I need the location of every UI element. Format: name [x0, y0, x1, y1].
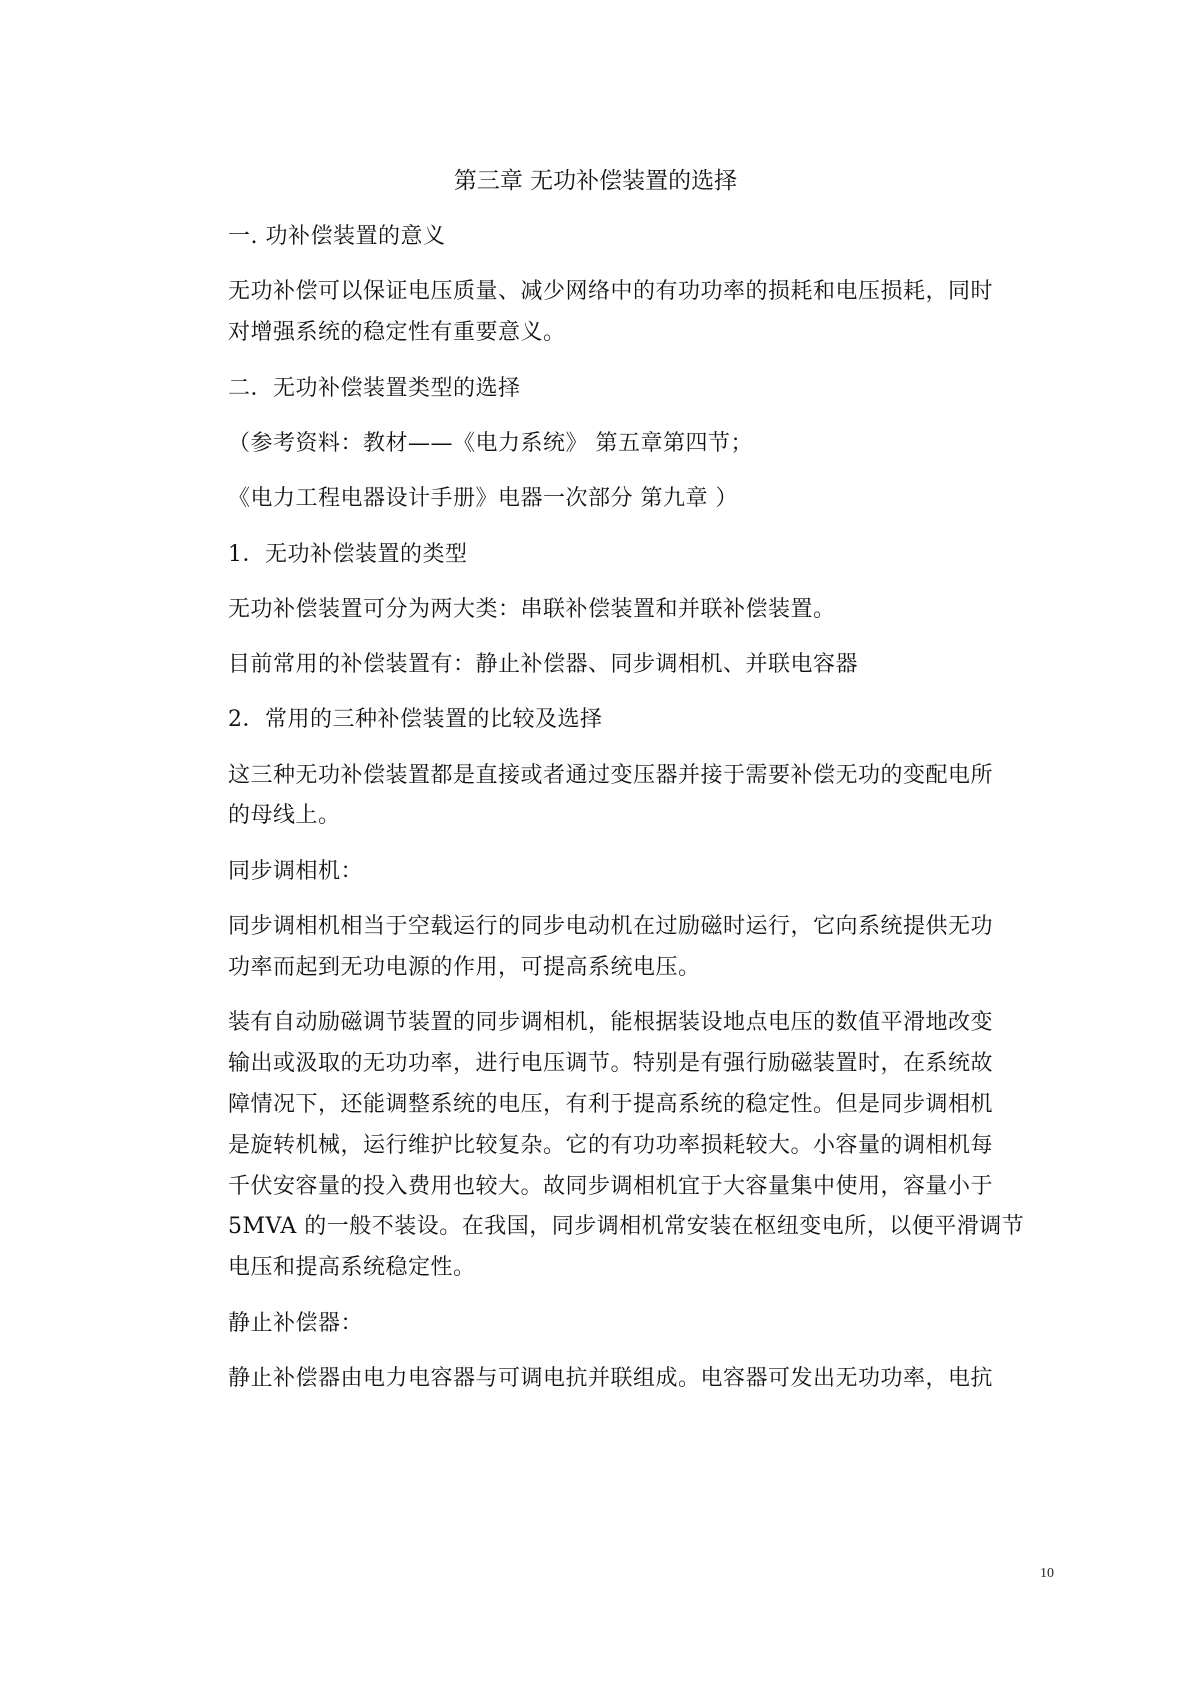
- subsection-heading-types: 1．无功补偿装置的类型: [228, 542, 468, 567]
- paragraph-line: 对增强系统的稳定性有重要意义。: [228, 320, 566, 345]
- paragraph-line: 电压和提高系统稳定性。: [228, 1255, 476, 1280]
- paragraph-line: 同步调相机相当于空载运行的同步电动机在过励磁时运行，它向系统提供无功: [228, 914, 994, 939]
- paragraph-line: 装有自动励磁调节装置的同步调相机，能根据装设地点电压的数值平滑地改变: [228, 1010, 994, 1035]
- reference-line: 《电力工程电器设计手册》电器一次部分 第九章 ）: [228, 486, 738, 511]
- section-heading-meaning: 一. 功补偿装置的意义: [228, 224, 446, 249]
- paragraph-line: 无功补偿装置可分为两大类：串联补偿装置和并联补偿装置。: [228, 597, 836, 622]
- paragraph-line: 无功补偿可以保证电压质量、减少网络中的有功功率的损耗和电压损耗，同时: [228, 279, 994, 304]
- paragraph-line: 静止补偿器由电力电容器与可调电抗并联组成。电容器可发出无功功率，电抗: [228, 1366, 994, 1391]
- paragraph-line: 这三种无功补偿装置都是直接或者通过变压器并接于需要补偿无功的变配电所: [228, 763, 994, 788]
- subsection-heading-comparison: 2．常用的三种补偿装置的比较及选择: [228, 707, 603, 732]
- paragraph-line: 5MVA 的一般不装设。在我国，同步调相机常安装在枢纽变电所，以便平滑调节: [228, 1214, 1025, 1239]
- paragraph-line: 是旋转机械，运行维护比较复杂。它的有功功率损耗较大。小容量的调相机每: [228, 1133, 994, 1158]
- reference-line: （参考资料：教材——《电力系统》 第五章第四节；: [228, 431, 753, 456]
- subheading-static-compensator: 静止补偿器：: [228, 1311, 364, 1336]
- subheading-sync-condenser: 同步调相机：: [228, 859, 364, 884]
- section-heading-type-selection: 二．无功补偿装置类型的选择: [228, 376, 521, 401]
- paragraph-line: 功率而起到无功电源的作用，可提高系统电压。: [228, 955, 701, 980]
- paragraph-line: 目前常用的补偿装置有：静止补偿器、同步调相机、并联电容器: [228, 652, 859, 677]
- page-number: 10: [1040, 1566, 1054, 1581]
- paragraph-line: 输出或汲取的无功功率，进行电压调节。特别是有强行励磁装置时，在系统故: [228, 1051, 994, 1076]
- paragraph-line: 障情况下，还能调整系统的电压，有利于提高系统的稳定性。但是同步调相机: [228, 1092, 994, 1117]
- paragraph-line: 千伏安容量的投入费用也较大。故同步调相机宜于大容量集中使用，容量小于: [228, 1174, 994, 1199]
- paragraph-line: 的母线上。: [228, 803, 341, 828]
- chapter-title: 第三章 无功补偿装置的选择: [453, 168, 738, 194]
